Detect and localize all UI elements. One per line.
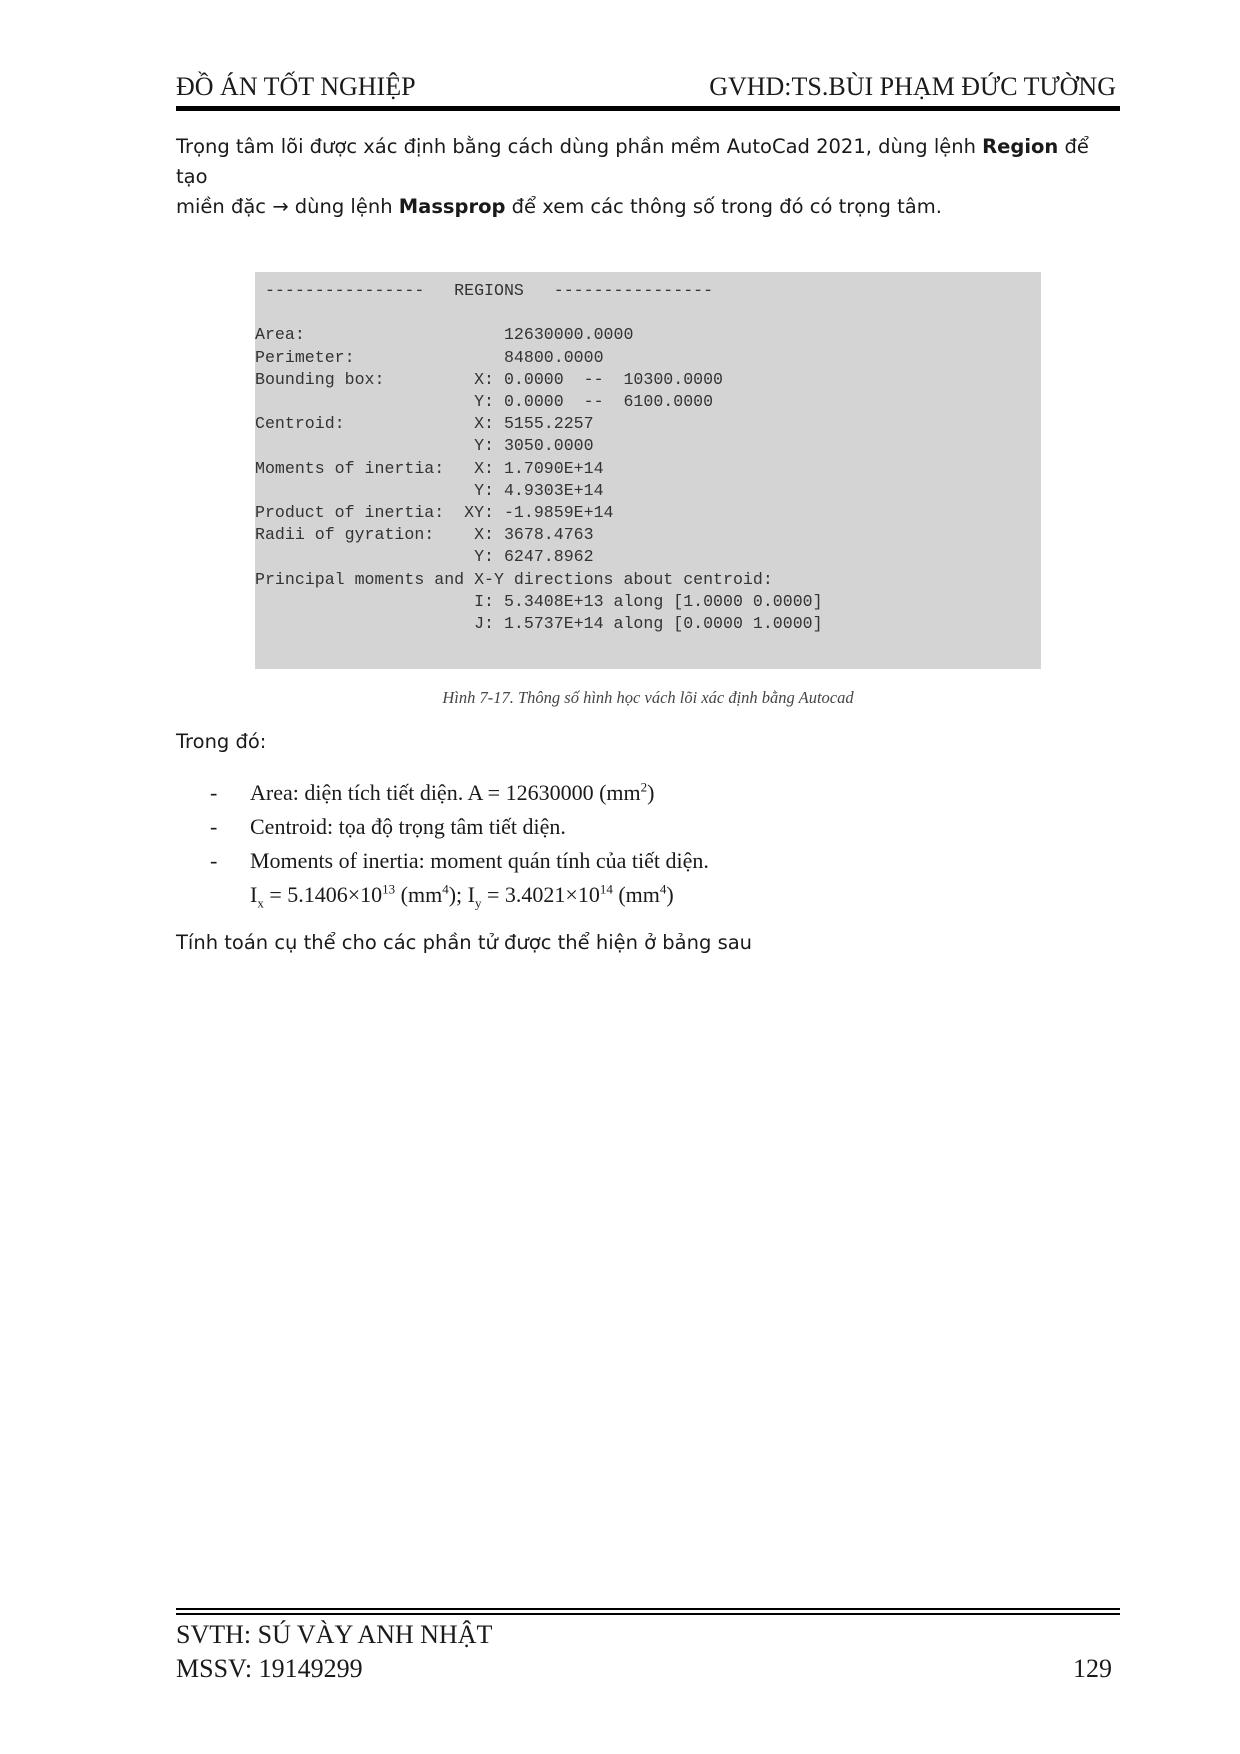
autocad-output-line: Principal moments and X-Y directions about centroid: bbox=[255, 569, 773, 589]
footer-rule-bottom bbox=[176, 1613, 1120, 1615]
intro-paragraph bbox=[176, 132, 1096, 222]
autocad-output-line: Moments of inertia: X: 1.7090E+14 bbox=[255, 458, 604, 478]
inertia-formula: $I_x = 5.1406\times 10^{13}$ $(mm^4)$; $I_y = 3.4021\times 10^{14}$ $(mm^4)$ bbox=[250, 881, 674, 911]
autocad-output-line: Y: 3050.0000 bbox=[474, 436, 594, 456]
autocad-output-line: Centroid: X: 5155.2257 bbox=[255, 414, 594, 434]
autocad-output-line: Product of inertia: XY: -1.9859E+14 bbox=[255, 503, 614, 523]
autocad-output-text bbox=[255, 272, 1041, 635]
autocad-output-line: Area: 12630000.0000 bbox=[255, 325, 634, 345]
intro-line-2: miền đặc → dùng lệnh Massprop để xem các thông số trong đó có trọng tâm. bbox=[176, 195, 942, 218]
massprop-command: Massprop bbox=[398, 195, 506, 218]
autocad-massprop-screenshot bbox=[255, 272, 1041, 669]
autocad-output-line: Bounding box: X: 0.0000 -- 10300.0000 bbox=[255, 369, 724, 389]
page-footer bbox=[176, 1618, 1120, 1686]
intro-line-1: Trọng tâm lõi được xác định bằng cách dùng phần mềm AutoCad 2021, dùng lệnh Region để tạo bbox=[176, 135, 1089, 188]
closing-paragraph: Tính toán cụ thể cho các phần tử được thể hiện ở bảng sau bbox=[176, 931, 753, 954]
autocad-output-line: Y: 0.0000 -- 6100.0000 bbox=[474, 392, 714, 412]
autocad-output-line: I: 5.3408E+13 along [1.0000 0.0000] bbox=[474, 591, 823, 611]
footer-student-id: MSSV: 19149299 bbox=[176, 1654, 363, 1683]
list-item-moments: - Moments of inertia: moment quán tính của tiết diện. bbox=[210, 848, 709, 873]
list-item-area: - Area: diện tích tiết diện. A = 12630000 $(mm^2)$ bbox=[210, 779, 655, 805]
footer-rule-top bbox=[176, 1608, 1120, 1610]
trong-do-label: Trong đó: bbox=[176, 730, 267, 753]
autocad-output-line: J: 1.5737E+14 along [0.0000 1.0000] bbox=[474, 614, 823, 634]
page-number: 129 bbox=[1073, 1654, 1112, 1683]
autocad-output-line: ---------------- REGIONS ---------------- bbox=[264, 281, 714, 300]
footer-student: SVTH: SÚ VÀY ANH NHẬT bbox=[176, 1620, 493, 1649]
header-advisor: GVHD:TS.BÙI PHẠM ĐỨC TƯỜNG bbox=[709, 72, 1116, 101]
autocad-output-line: Y: 6247.8962 bbox=[474, 547, 594, 567]
region-command: Region bbox=[982, 135, 1059, 158]
list-item-centroid: - Centroid: tọa độ trọng tâm tiết diện. bbox=[210, 814, 566, 839]
definition-list bbox=[210, 776, 1090, 912]
figure-caption: Hình 7-17. Thông số hình học vách lõi xác định bằng Autocad bbox=[442, 688, 854, 707]
header-rule bbox=[176, 106, 1120, 111]
autocad-output-line: Y: 4.9303E+14 bbox=[474, 480, 604, 500]
header-thesis-title: ĐỒ ÁN TỐT NGHIỆP bbox=[176, 72, 416, 101]
autocad-output-line: Radii of gyration: X: 3678.4763 bbox=[255, 525, 594, 545]
autocad-output-line: Perimeter: 84800.0000 bbox=[255, 347, 604, 367]
